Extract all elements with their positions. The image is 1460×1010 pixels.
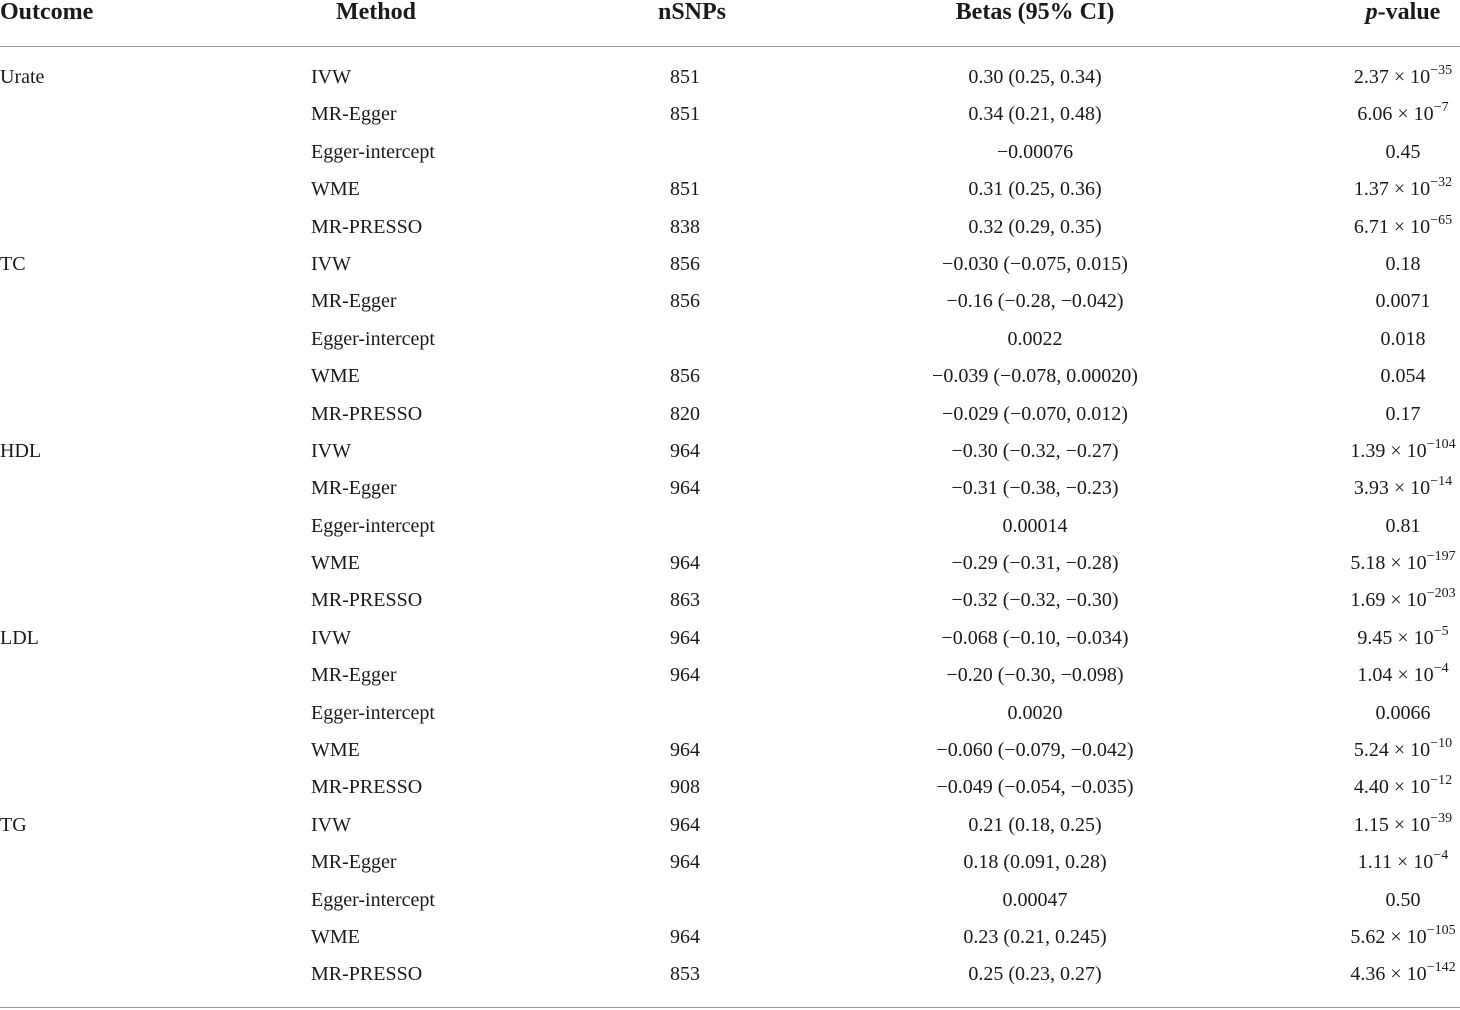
method-cell: WME [311,925,360,948]
p-value-exponent: −4 [1433,661,1449,677]
table-row [0,283,1460,320]
outcome-cell: TC [0,252,26,275]
method-cell: MR-PRESSO [311,776,423,799]
p-value-exponent: −10 [1430,736,1453,752]
nsnps-cell: 964 [670,813,700,836]
table-row [0,396,1460,433]
p-value-cell [1350,956,1455,993]
p-value-mantissa: 6.06 × 10 [1357,103,1434,126]
p-value-cell [1386,508,1421,545]
p-value-mantissa: 9.45 × 10 [1357,626,1434,649]
p-value-exponent: −142 [1426,960,1456,976]
method-cell: MR-Egger [311,290,397,313]
method-cell: Egger-intercept [311,701,435,724]
method-cell: Egger-intercept [311,140,435,163]
beta-cell: 0.34 (0.21, 0.48) [968,103,1102,126]
nsnps-cell: 851 [670,66,700,88]
p-value-mantissa: 5.62 × 10 [1350,925,1427,948]
p-value-cell [1357,620,1448,657]
header-betas: Betas (95% CI) [955,0,1115,25]
method-cell: MR-PRESSO [311,215,423,238]
nsnps-cell: 838 [670,215,700,238]
table-row [0,321,1460,358]
p-value-cell [1358,844,1448,881]
method-cell: Egger-intercept [311,327,435,350]
nsnps-cell: 964 [670,739,700,762]
nsnps-cell: 908 [670,776,700,799]
beta-cell: −0.31 (−0.38, −0.23) [951,477,1119,500]
beta-cell: 0.18 (0.091, 0.28) [963,851,1107,874]
beta-cell: −0.039 (−0.078, 0.00020) [932,365,1138,388]
method-cell: IVW [311,252,351,275]
p-value-mantissa: 1.15 × 10 [1353,813,1431,836]
beta-cell: −0.029 (−0.070, 0.012) [942,402,1128,425]
p-value-exponent: −197 [1426,549,1456,565]
p-value-cell [1354,769,1452,806]
p-value-exponent: −12 [1430,773,1453,789]
table-row [0,956,1460,993]
p-value-exponent: −203 [1426,586,1456,602]
p-value-mantissa: 0.18 [1385,252,1421,275]
nsnps-cell: 964 [670,925,700,948]
p-value-mantissa: 5.24 × 10 [1353,739,1431,762]
outcome-cell: Urate [0,66,45,88]
header-method: Method [336,0,416,25]
nsnps-cell: 851 [670,178,700,201]
p-value-exponent: −104 [1426,436,1456,452]
beta-cell: 0.21 (0.18, 0.25) [968,813,1102,836]
beta-cell: −0.16 (−0.28, −0.042) [946,290,1124,313]
p-value-mantissa: 0.0071 [1375,290,1431,313]
p-value-cell [1386,882,1421,919]
table-row [0,620,1460,657]
p-value-exponent: −4 [1433,848,1449,864]
header-p-italic: p [1365,0,1378,25]
nsnps-cell: 856 [670,290,700,313]
p-value-cell [1381,321,1426,358]
beta-cell: −0.30 (−0.32, −0.27) [951,439,1119,462]
nsnps-cell: 851 [670,103,700,126]
p-value-mantissa: 4.36 × 10 [1350,963,1427,986]
outcome-cell: HDL [0,439,42,462]
table-row [0,358,1460,395]
p-value-cell [1386,396,1421,433]
table-body [0,59,1460,994]
method-cell: WME [311,552,360,575]
p-value-mantissa: 0.81 [1385,514,1421,537]
method-cell: WME [311,739,360,762]
method-cell: WME [311,178,360,201]
p-value-cell [1354,470,1452,507]
header-outcome: Outcome [0,0,94,25]
p-value-cell [1350,433,1455,470]
table-row [0,844,1460,881]
p-value-mantissa: 1.11 × 10 [1357,851,1434,874]
p-value-exponent: −7 [1433,100,1449,116]
beta-cell: 0.30 (0.25, 0.34) [968,66,1102,88]
bottom-rule [0,1007,1460,1008]
method-cell: MR-Egger [311,477,397,500]
nsnps-cell: 820 [670,402,700,425]
nsnps-cell: 964 [670,477,700,500]
method-cell: Egger-intercept [311,514,435,537]
table-row [0,769,1460,806]
table-row [0,919,1460,956]
beta-cell: −0.00076 [996,140,1074,163]
nsnps-cell: 964 [670,439,700,462]
table-row [0,96,1460,133]
p-value-mantissa: 3.93 × 10 [1353,477,1431,500]
p-value-mantissa: 1.37 × 10 [1353,178,1431,201]
p-value-exponent: −65 [1430,212,1453,228]
method-cell: IVW [311,626,351,649]
p-value-cell [1350,582,1455,619]
method-cell: MR-Egger [311,664,397,687]
p-value-mantissa: 5.18 × 10 [1350,552,1427,575]
nsnps-cell: 853 [670,963,700,986]
beta-cell: −0.068 (−0.10, −0.034) [941,626,1129,649]
p-value-cell [1381,358,1426,395]
beta-cell: −0.29 (−0.31, −0.28) [951,552,1119,575]
p-value-mantissa: 4.40 × 10 [1353,776,1431,799]
method-cell: MR-Egger [311,851,397,874]
header-nsnps: nSNPs [657,0,727,25]
beta-cell: −0.049 (−0.054, −0.035) [936,776,1134,799]
p-value-mantissa: 6.71 × 10 [1353,215,1431,238]
nsnps-cell: 964 [670,552,700,575]
table-row [0,433,1460,470]
p-value-cell [1376,695,1431,732]
nsnps-cell: 964 [670,851,700,874]
p-value-exponent: −35 [1430,63,1453,78]
table-row [0,171,1460,208]
beta-cell: 0.00047 [1002,888,1068,911]
method-cell: WME [311,365,360,388]
p-value-exponent: −5 [1433,623,1449,639]
table-row [0,807,1460,844]
p-value-cell [1350,545,1455,582]
nsnps-cell: 856 [670,252,700,275]
p-value-exponent: −32 [1430,175,1453,191]
method-cell: Egger-intercept [311,888,435,911]
nsnps-cell: 964 [670,664,700,687]
p-value-mantissa: 0.17 [1385,402,1421,425]
table-row [0,657,1460,694]
outcome-cell: TG [0,813,27,836]
p-value-cell [1357,96,1448,133]
method-cell: MR-PRESSO [311,963,423,986]
beta-cell: 0.31 (0.25, 0.36) [968,178,1102,201]
p-value-mantissa: 0.054 [1380,365,1426,388]
p-value-mantissa: 0.45 [1385,140,1421,163]
p-value-mantissa: 1.39 × 10 [1350,439,1427,462]
header-p-rest: -value [1377,0,1441,25]
beta-cell: −0.32 (−0.32, −0.30) [951,589,1119,612]
table-header [0,0,1460,47]
p-value-exponent: −105 [1426,922,1456,938]
p-value-cell [1350,919,1455,956]
beta-cell: −0.030 (−0.075, 0.015) [942,252,1128,275]
beta-cell: 0.0020 [1007,701,1063,724]
table-row [0,732,1460,769]
p-value-cell [1376,283,1431,320]
p-value-mantissa: 1.69 × 10 [1350,589,1427,612]
beta-cell: 0.25 (0.23, 0.27) [968,963,1102,986]
outcome-cell: LDL [0,626,39,649]
table-row [0,209,1460,246]
p-value-cell [1386,246,1421,283]
beta-cell: 0.32 (0.29, 0.35) [968,215,1102,238]
p-value-cell [1354,807,1452,844]
table-row [0,508,1460,545]
p-value-mantissa: 0.0066 [1375,701,1431,724]
table-row [0,695,1460,732]
table-row [0,246,1460,283]
table-row [0,59,1460,96]
beta-cell: 0.00014 [1002,514,1068,537]
method-cell: MR-PRESSO [311,589,423,612]
beta-cell: −0.20 (−0.30, −0.098) [946,664,1124,687]
beta-cell: −0.060 (−0.079, −0.042) [936,739,1134,762]
beta-cell: 0.0022 [1007,327,1063,350]
nsnps-cell: 964 [670,626,700,649]
header-p-value [1366,0,1441,25]
table-row [0,470,1460,507]
nsnps-cell: 856 [670,365,700,388]
p-value-cell [1386,134,1421,171]
p-value-mantissa: 0.018 [1380,327,1426,350]
p-value-mantissa: 0.50 [1385,888,1421,911]
p-value-cell [1354,209,1452,246]
method-cell: MR-Egger [311,103,397,126]
p-value-mantissa: 1.04 × 10 [1357,664,1434,687]
table-row [0,582,1460,619]
table-row [0,545,1460,582]
method-cell: IVW [311,813,351,836]
method-cell: IVW [311,439,351,462]
p-value-cell [1354,59,1452,96]
nsnps-cell: 863 [670,589,700,612]
method-cell: MR-PRESSO [311,402,423,425]
table-row [0,882,1460,919]
beta-cell: 0.23 (0.21, 0.245) [963,925,1107,948]
p-value-mantissa: 2.37 × 10 [1353,66,1431,88]
p-value-cell [1357,657,1448,694]
p-value-exponent: −39 [1430,810,1453,826]
p-value-exponent: −14 [1430,474,1453,490]
p-value-cell [1354,171,1452,208]
table-row [0,134,1460,171]
p-value-cell [1354,732,1452,769]
method-cell: IVW [311,66,351,88]
